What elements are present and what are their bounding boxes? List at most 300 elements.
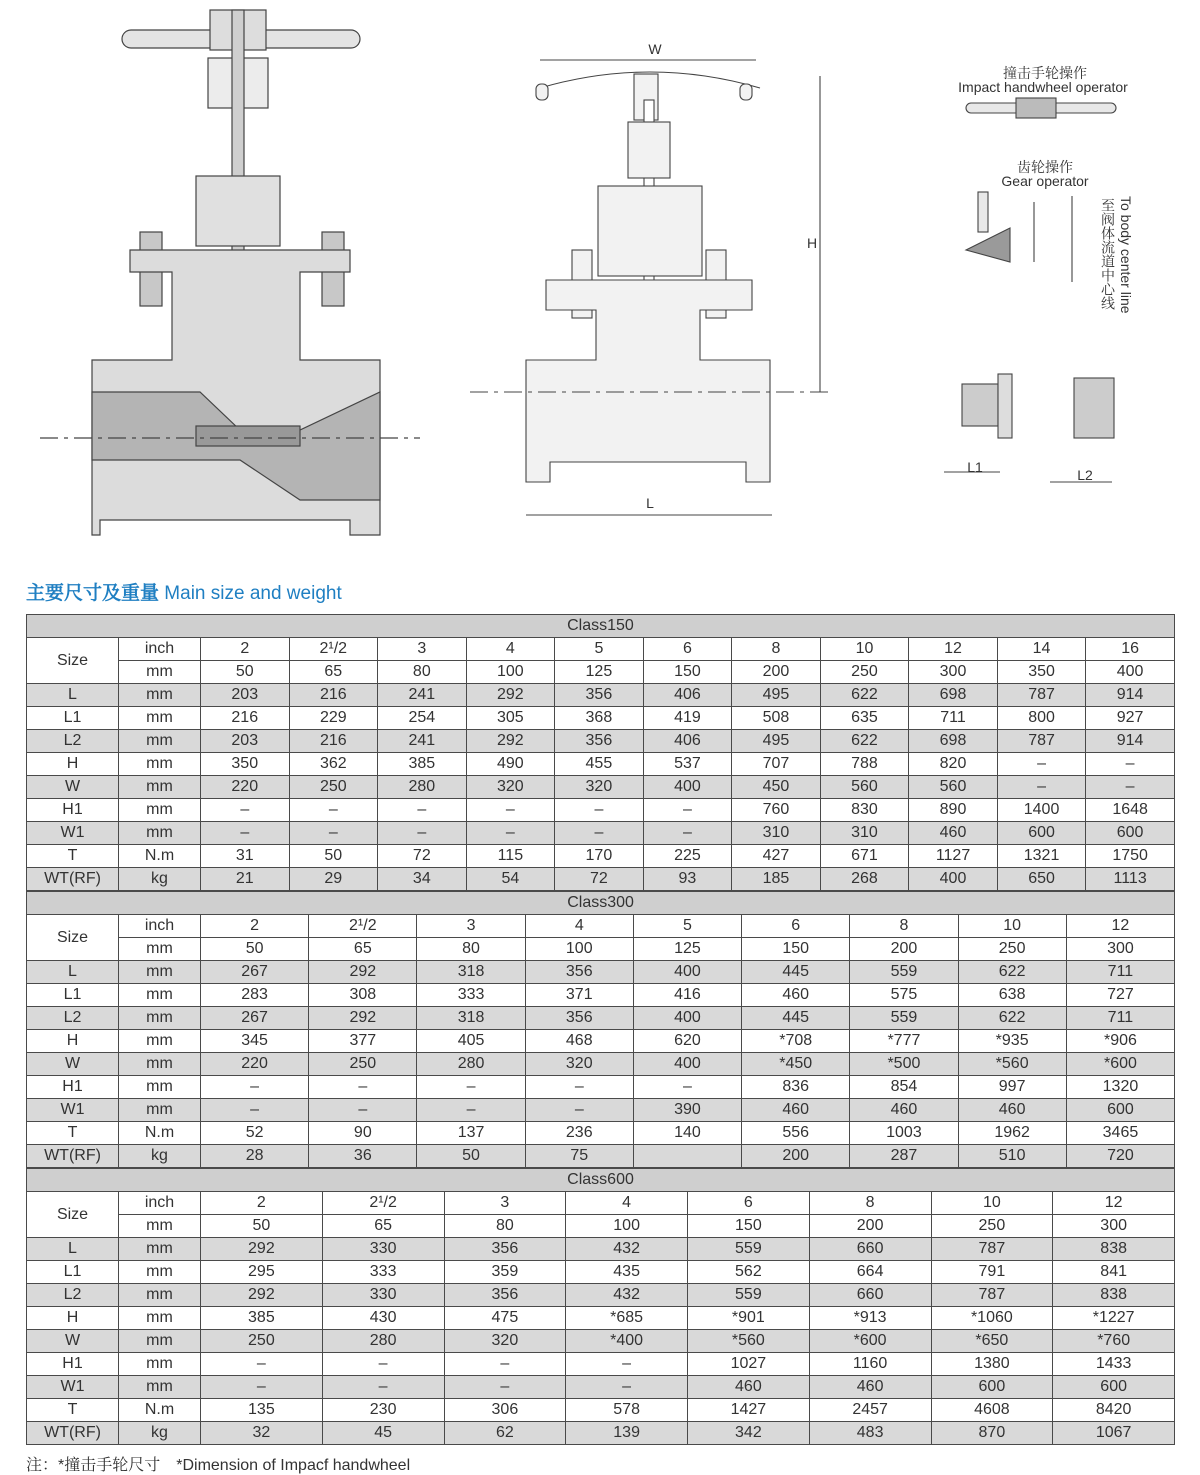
table-cell: 490 [466, 753, 555, 776]
table-row [27, 799, 1175, 822]
row-unit: mm [119, 799, 201, 822]
table-cell: – [322, 1353, 444, 1376]
table-cell: 345 [201, 1030, 309, 1053]
table-cell: – [643, 822, 732, 845]
inch-value: 10 [931, 1192, 1053, 1215]
table-cell: – [289, 799, 378, 822]
table-cell: 150 [643, 661, 732, 684]
table-cell: 622 [820, 730, 909, 753]
table-cell: 356 [555, 684, 644, 707]
table-cell: 200 [850, 938, 958, 961]
table-cell: 333 [322, 1261, 444, 1284]
row-unit: N.m [119, 1122, 201, 1145]
table-cell: 622 [958, 961, 1066, 984]
table-cell: 320 [555, 776, 644, 799]
table-cell: – [201, 1099, 309, 1122]
row-unit: kg [119, 868, 201, 891]
table-row [27, 822, 1175, 845]
impact-label-en: Impact handwheel operator [958, 79, 1128, 95]
table-row [27, 1238, 1175, 1261]
table-cell: 93 [643, 868, 732, 891]
table-row [27, 753, 1175, 776]
table-cell: 125 [555, 661, 644, 684]
table-cell: 1380 [931, 1353, 1053, 1376]
inch-value: 2 [201, 638, 290, 661]
table-row [27, 868, 1175, 891]
row-unit: mm [119, 938, 201, 961]
table-cell: 320 [525, 1053, 633, 1076]
table-cell: 3465 [1066, 1122, 1174, 1145]
inch-value: 4 [466, 638, 555, 661]
table-cell: 698 [909, 730, 998, 753]
row-label: T [27, 1399, 119, 1422]
table-cell: 727 [1066, 984, 1174, 1007]
table-cell: 841 [1053, 1261, 1175, 1284]
gear-label-zh: 齿轮操作 [1017, 159, 1073, 175]
table-cell: 787 [997, 730, 1086, 753]
row-label-size: Size [27, 915, 119, 961]
table-cell: 356 [525, 1007, 633, 1030]
row-unit: mm [119, 984, 201, 1007]
table-row [27, 1261, 1175, 1284]
row-unit: kg [119, 1145, 201, 1168]
table-cell: 280 [417, 1053, 525, 1076]
row-label: L [27, 684, 119, 707]
table-cell: 638 [958, 984, 1066, 1007]
row-label: H [27, 1030, 119, 1053]
table-cell: 150 [688, 1215, 810, 1238]
row-label: W [27, 1330, 119, 1353]
row-label: T [27, 1122, 119, 1145]
table-cell: 230 [322, 1399, 444, 1422]
table-cell: – [566, 1376, 688, 1399]
table-cell: 460 [958, 1099, 1066, 1122]
table-cell: 838 [1053, 1284, 1175, 1307]
table-cell: 220 [201, 1053, 309, 1076]
footnote: 注：*撞击手轮尺寸 *Dimension of Impacf handwheel [26, 1457, 411, 1474]
table-cell: 455 [555, 753, 644, 776]
table-cell: 432 [566, 1284, 688, 1307]
section-heading [26, 578, 342, 605]
table-cell: 320 [466, 776, 555, 799]
row-unit: mm [119, 684, 201, 707]
class600-table [26, 1168, 1175, 1445]
row-label: W1 [27, 822, 119, 845]
table-cell: 300 [1053, 1215, 1175, 1238]
table-cell: 229 [289, 707, 378, 730]
table-cell: 250 [201, 1330, 323, 1353]
inch-row [27, 638, 1175, 661]
table-cell: 927 [1086, 707, 1175, 730]
heading-en: Main size and weight [164, 583, 342, 604]
row-unit: mm [119, 1076, 201, 1099]
table-cell: 350 [201, 753, 290, 776]
table-cell: 460 [688, 1376, 810, 1399]
unit-inch: inch [119, 1192, 201, 1215]
table-cell: 320 [444, 1330, 566, 1353]
table-cell: 720 [1066, 1145, 1174, 1168]
table-cell: *400 [566, 1330, 688, 1353]
table-cell: 483 [809, 1422, 931, 1445]
row-unit: mm [119, 776, 201, 799]
table-cell: 622 [958, 1007, 1066, 1030]
table-cell: 135 [201, 1399, 323, 1422]
table-cell [633, 1145, 741, 1168]
table-cell: 468 [525, 1030, 633, 1053]
table-cell: 445 [742, 1007, 850, 1030]
table-cell: 450 [732, 776, 821, 799]
table-cell: 390 [633, 1099, 741, 1122]
table-cell: 36 [309, 1145, 417, 1168]
table-cell: 203 [201, 730, 290, 753]
table-cell: 635 [820, 707, 909, 730]
table-cell: – [466, 822, 555, 845]
table-cell: – [378, 799, 467, 822]
table-cell: 356 [525, 961, 633, 984]
table-cell: 330 [322, 1284, 444, 1307]
table-cell: 830 [820, 799, 909, 822]
inch-value: 2¹/2 [309, 915, 417, 938]
table-cell: 8420 [1053, 1399, 1175, 1422]
row-label: L1 [27, 984, 119, 1007]
table-cell: – [309, 1099, 417, 1122]
row-unit: N.m [119, 845, 201, 868]
table-row [27, 984, 1175, 1007]
table-cell: 300 [909, 661, 998, 684]
table-cell: 838 [1053, 1238, 1175, 1261]
table-cell: 600 [1086, 822, 1175, 845]
class-title-row [27, 892, 1175, 915]
table-cell: 1113 [1086, 868, 1175, 891]
table-cell: 170 [555, 845, 644, 868]
inch-value: 12 [1066, 915, 1174, 938]
table-cell: 200 [742, 1145, 850, 1168]
table-cell: 510 [958, 1145, 1066, 1168]
row-unit: mm [119, 822, 201, 845]
table-cell: – [525, 1076, 633, 1099]
table-cell: – [525, 1099, 633, 1122]
table-cell: 75 [525, 1145, 633, 1168]
row-unit: N.m [119, 1399, 201, 1422]
table-cell: 220 [201, 776, 290, 799]
table-cell: 287 [850, 1145, 958, 1168]
row-unit: mm [119, 1307, 201, 1330]
table-cell: 185 [732, 868, 821, 891]
table-cell: 711 [1066, 1007, 1174, 1030]
table-cell: 292 [309, 1007, 417, 1030]
table-cell: 137 [417, 1122, 525, 1145]
table-cell: – [633, 1076, 741, 1099]
table-cell: 241 [378, 684, 467, 707]
table-cell: 427 [732, 845, 821, 868]
table-cell: 385 [378, 753, 467, 776]
table-cell: 267 [201, 1007, 309, 1030]
table-row [27, 1376, 1175, 1399]
table-cell: 432 [566, 1238, 688, 1261]
table-cell: 356 [555, 730, 644, 753]
table-row [27, 1076, 1175, 1099]
table-cell: 292 [466, 730, 555, 753]
row-unit: mm [119, 753, 201, 776]
row-label-size: Size [27, 1192, 119, 1238]
table-cell: 90 [309, 1122, 417, 1145]
table-cell: – [201, 1376, 323, 1399]
dim-l2-label: L2 [1077, 467, 1093, 483]
table-row [27, 776, 1175, 799]
table-cell: 267 [201, 961, 309, 984]
table-cell: 318 [417, 961, 525, 984]
table-row [27, 1030, 1175, 1053]
table-cell: – [201, 799, 290, 822]
table-row [27, 684, 1175, 707]
table-cell: *913 [809, 1307, 931, 1330]
table-cell: 405 [417, 1030, 525, 1053]
table-cell: *1227 [1053, 1307, 1175, 1330]
inch-value: 16 [1086, 638, 1175, 661]
table-cell: *685 [566, 1307, 688, 1330]
table-cell: 508 [732, 707, 821, 730]
heading-zh: 主要尺寸及重量 [26, 583, 160, 604]
table-cell: – [997, 753, 1086, 776]
table-cell: 890 [909, 799, 998, 822]
table-cell: 362 [289, 753, 378, 776]
table-cell: 250 [289, 776, 378, 799]
inch-value: 6 [643, 638, 732, 661]
table-cell: 820 [909, 753, 998, 776]
row-label: L [27, 961, 119, 984]
row-unit: kg [119, 1422, 201, 1445]
table-cell: 1433 [1053, 1353, 1175, 1376]
table-cell: 600 [931, 1376, 1053, 1399]
table-cell: 560 [820, 776, 909, 799]
table-cell: 711 [1066, 961, 1174, 984]
table-row [27, 1422, 1175, 1445]
center-label-zh: 至阀体流道中心线 [1100, 198, 1116, 310]
table-cell: 460 [809, 1376, 931, 1399]
table-cell: 150 [742, 938, 850, 961]
table-cell: 65 [322, 1215, 444, 1238]
table-cell: 788 [820, 753, 909, 776]
table-cell: 50 [201, 1215, 323, 1238]
table-row [27, 1399, 1175, 1422]
table-cell: *600 [809, 1330, 931, 1353]
table-cell: 400 [633, 1007, 741, 1030]
table-cell: 125 [633, 938, 741, 961]
inch-value: 2 [201, 1192, 323, 1215]
row-label: W1 [27, 1099, 119, 1122]
row-label: WT(RF) [27, 868, 119, 891]
row-unit: mm [119, 1353, 201, 1376]
table-cell: – [555, 799, 644, 822]
table-cell: 283 [201, 984, 309, 1007]
table-cell: *500 [850, 1053, 958, 1076]
row-unit: mm [119, 661, 201, 684]
table-cell: – [643, 799, 732, 822]
table-cell: 115 [466, 845, 555, 868]
table-cell: *1060 [931, 1307, 1053, 1330]
table-cell: 2457 [809, 1399, 931, 1422]
row-unit: mm [119, 961, 201, 984]
row-label: L [27, 1238, 119, 1261]
gear-label-en: Gear operator [1001, 173, 1089, 189]
table-cell: – [466, 799, 555, 822]
table-cell: 139 [566, 1422, 688, 1445]
row-unit: mm [119, 707, 201, 730]
table-cell: 600 [997, 822, 1086, 845]
table-cell: 495 [732, 730, 821, 753]
row-unit: mm [119, 1099, 201, 1122]
row-label: WT(RF) [27, 1145, 119, 1168]
table-cell: 280 [378, 776, 467, 799]
row-unit: mm [119, 1261, 201, 1284]
table-cell: 559 [688, 1238, 810, 1261]
table-cell: 1750 [1086, 845, 1175, 868]
table-cell: 50 [201, 938, 309, 961]
table-cell: *901 [688, 1307, 810, 1330]
table-cell: 4608 [931, 1399, 1053, 1422]
row-label: L2 [27, 1284, 119, 1307]
table-cell: 80 [444, 1215, 566, 1238]
table-cell: 359 [444, 1261, 566, 1284]
inch-value: 5 [555, 638, 644, 661]
dim-l-label: L [646, 495, 654, 511]
table-cell: 268 [820, 868, 909, 891]
row-unit: mm [119, 1007, 201, 1030]
table-cell: 416 [633, 984, 741, 1007]
table-cell: – [444, 1353, 566, 1376]
table-cell: 787 [931, 1238, 1053, 1261]
impact-label-zh: 撞击手轮操作 [1003, 65, 1087, 81]
table-cell: 400 [633, 1053, 741, 1076]
table-cell: – [309, 1076, 417, 1099]
table-cell: 650 [997, 868, 1086, 891]
table-cell: 1400 [997, 799, 1086, 822]
inch-value: 5 [633, 915, 741, 938]
table-cell: 1160 [809, 1353, 931, 1376]
table-cell: 711 [909, 707, 998, 730]
table-row [27, 1284, 1175, 1307]
inch-value: 14 [997, 638, 1086, 661]
table-cell: 300 [1066, 938, 1174, 961]
table-cell: 836 [742, 1076, 850, 1099]
table-cell: 671 [820, 845, 909, 868]
table-cell: 400 [643, 776, 732, 799]
table-cell: 333 [417, 984, 525, 1007]
table-cell: 1321 [997, 845, 1086, 868]
table-cell: 377 [309, 1030, 417, 1053]
class-title-row [27, 615, 1175, 638]
table-cell: *760 [1053, 1330, 1175, 1353]
table-cell: 45 [322, 1422, 444, 1445]
table-cell: *906 [1066, 1030, 1174, 1053]
table-cell: 292 [201, 1238, 323, 1261]
inch-row [27, 915, 1175, 938]
table-cell: 600 [1053, 1376, 1175, 1399]
row-label: H [27, 1307, 119, 1330]
class300-table [26, 891, 1175, 1168]
table-row [27, 661, 1175, 684]
unit-inch: inch [119, 915, 201, 938]
table-cell: 1027 [688, 1353, 810, 1376]
table-cell: 318 [417, 1007, 525, 1030]
table-cell: 562 [688, 1261, 810, 1284]
inch-value: 3 [378, 638, 467, 661]
table-cell: 800 [997, 707, 1086, 730]
table-cell: 537 [643, 753, 732, 776]
table-cell: 350 [997, 661, 1086, 684]
table-cell: 460 [850, 1099, 958, 1122]
table-cell: 80 [378, 661, 467, 684]
table-cell: 787 [931, 1284, 1053, 1307]
table-cell: – [417, 1099, 525, 1122]
detail-views [944, 98, 1116, 482]
table-cell: 292 [201, 1284, 323, 1307]
inch-value: 6 [742, 915, 850, 938]
row-label: H [27, 753, 119, 776]
inch-value: 2 [201, 915, 309, 938]
table-row [27, 845, 1175, 868]
row-unit: mm [119, 1030, 201, 1053]
table-cell: 28 [201, 1145, 309, 1168]
table-cell: 236 [525, 1122, 633, 1145]
inch-value: 8 [732, 638, 821, 661]
table-cell: 254 [378, 707, 467, 730]
row-unit: mm [119, 1238, 201, 1261]
table-cell: 435 [566, 1261, 688, 1284]
table-cell: 556 [742, 1122, 850, 1145]
table-cell: 52 [201, 1122, 309, 1145]
table-cell: 664 [809, 1261, 931, 1284]
table-cell: 698 [909, 684, 998, 707]
table-row [27, 707, 1175, 730]
center-label-en: To body center line [1118, 196, 1134, 314]
table-cell: 1648 [1086, 799, 1175, 822]
table-cell: 430 [322, 1307, 444, 1330]
table-cell: *450 [742, 1053, 850, 1076]
table-cell: 371 [525, 984, 633, 1007]
table-cell: – [566, 1353, 688, 1376]
table-cell: 241 [378, 730, 467, 753]
inch-value: 3 [417, 915, 525, 938]
table-cell: 997 [958, 1076, 1066, 1099]
table-cell: 250 [820, 661, 909, 684]
table-cell: 292 [466, 684, 555, 707]
row-unit: mm [119, 1053, 201, 1076]
row-unit: mm [119, 1215, 201, 1238]
table-cell: 305 [466, 707, 555, 730]
table-cell: 200 [809, 1215, 931, 1238]
table-cell: 72 [555, 868, 644, 891]
table-cell: 62 [444, 1422, 566, 1445]
table-cell: 216 [289, 684, 378, 707]
table-row [27, 1007, 1175, 1030]
table-cell: 295 [201, 1261, 323, 1284]
table-cell: 1427 [688, 1399, 810, 1422]
table-cell: – [201, 1076, 309, 1099]
inch-value: 12 [1053, 1192, 1175, 1215]
external-view [470, 60, 830, 515]
class-title: Class150 [27, 615, 1175, 638]
inch-value: 12 [909, 638, 998, 661]
table-cell: 460 [909, 822, 998, 845]
table-cell: 100 [525, 938, 633, 961]
table-cell: 559 [688, 1284, 810, 1307]
table-cell: 445 [742, 961, 850, 984]
row-label: W1 [27, 1376, 119, 1399]
table-cell: 31 [201, 845, 290, 868]
unit-inch: inch [119, 638, 201, 661]
dim-h-label: H [806, 235, 818, 251]
